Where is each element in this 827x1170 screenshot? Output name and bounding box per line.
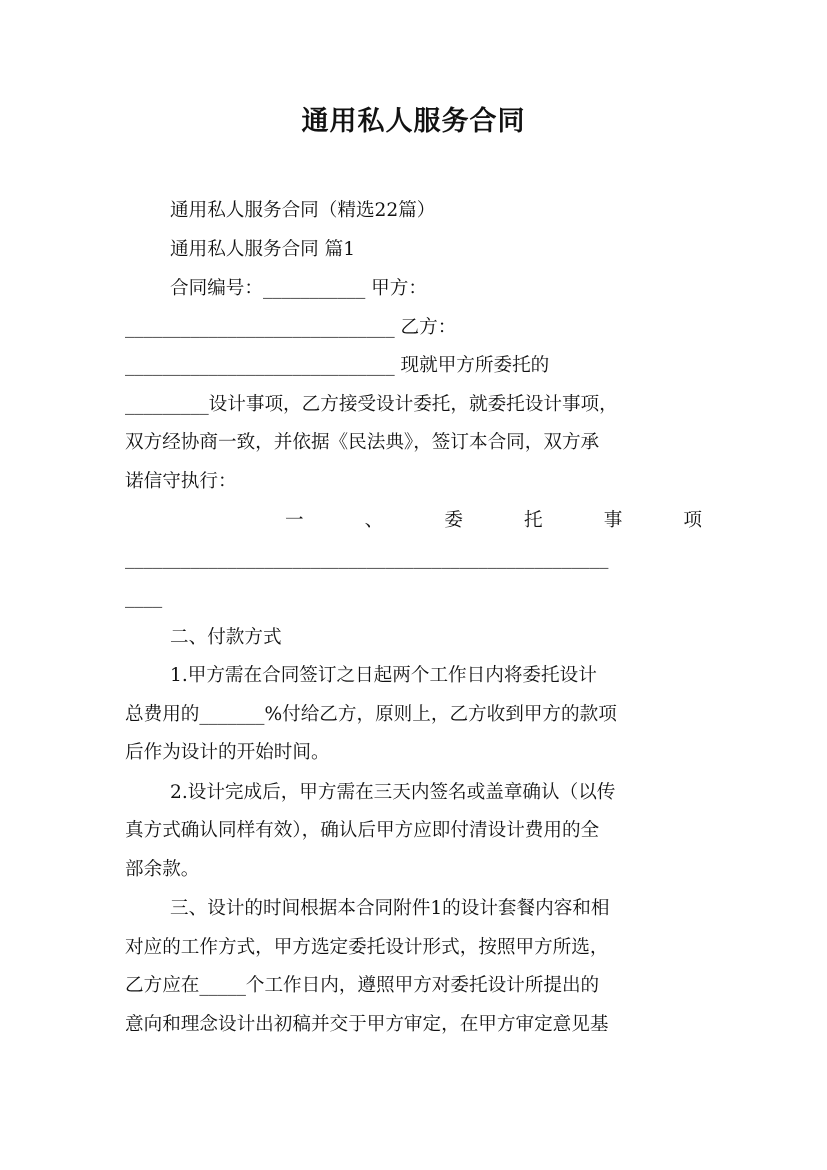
paragraph-line: 后作为设计的开始时间。	[125, 742, 330, 763]
subtitle-line: 通用私人服务合同（精选22篇）	[170, 200, 436, 221]
paragraph-line: 部余款。	[125, 859, 200, 880]
contract-number-line: 合同编号：___________ 甲方：	[170, 278, 427, 299]
paragraph-line: 对应的工作方式，甲方选定委托设计形式，按照甲方所选，	[125, 937, 609, 958]
paragraph-line: 三、设计的时间根据本合同附件1的设计套餐内容和相	[170, 898, 610, 919]
paragraph-line: 意向和理念设计出初稿并交于甲方审定，在甲方审定意见基	[125, 1014, 609, 1035]
paragraph-line: 1.甲方需在合同签订之日起两个工作日内将委托设计	[170, 665, 597, 686]
party-b-line: _____________________________ 现就甲方所委托的	[125, 355, 550, 376]
paragraph-line: 2.设计完成后，甲方需在三天内签名或盖章确认（以传	[170, 782, 616, 803]
paragraph-line: _________设计事项，乙方接受设计委托，就委托设计事项，	[125, 394, 618, 415]
party-a-line: _____________________________ 乙方：	[125, 317, 457, 338]
document-title: 通用私人服务合同	[301, 106, 526, 137]
section-heading: 通用私人服务合同 篇1	[170, 239, 356, 260]
paragraph-line: 真方式确认同样有效），确认后甲方应即付清设计费用的全	[125, 820, 600, 841]
paragraph-line: 乙方应在_____个工作日内，遵照甲方对委托设计所提出的	[125, 975, 600, 996]
blank-line: ____________________________________________________	[125, 548, 609, 569]
paragraph-line: 诺信守执行：	[125, 471, 237, 492]
blank-line-short: ____	[125, 587, 163, 608]
clause-heading-2: 二、付款方式	[170, 627, 282, 648]
paragraph-line: 双方经协商一致，并依据《民法典》，签订本合同，双方承	[125, 432, 600, 453]
paragraph-line: 总费用的_______%付给乙方，原则上，乙方收到甲方的款项	[125, 704, 617, 725]
clause-heading-1: 一、委托事项	[285, 510, 702, 531]
